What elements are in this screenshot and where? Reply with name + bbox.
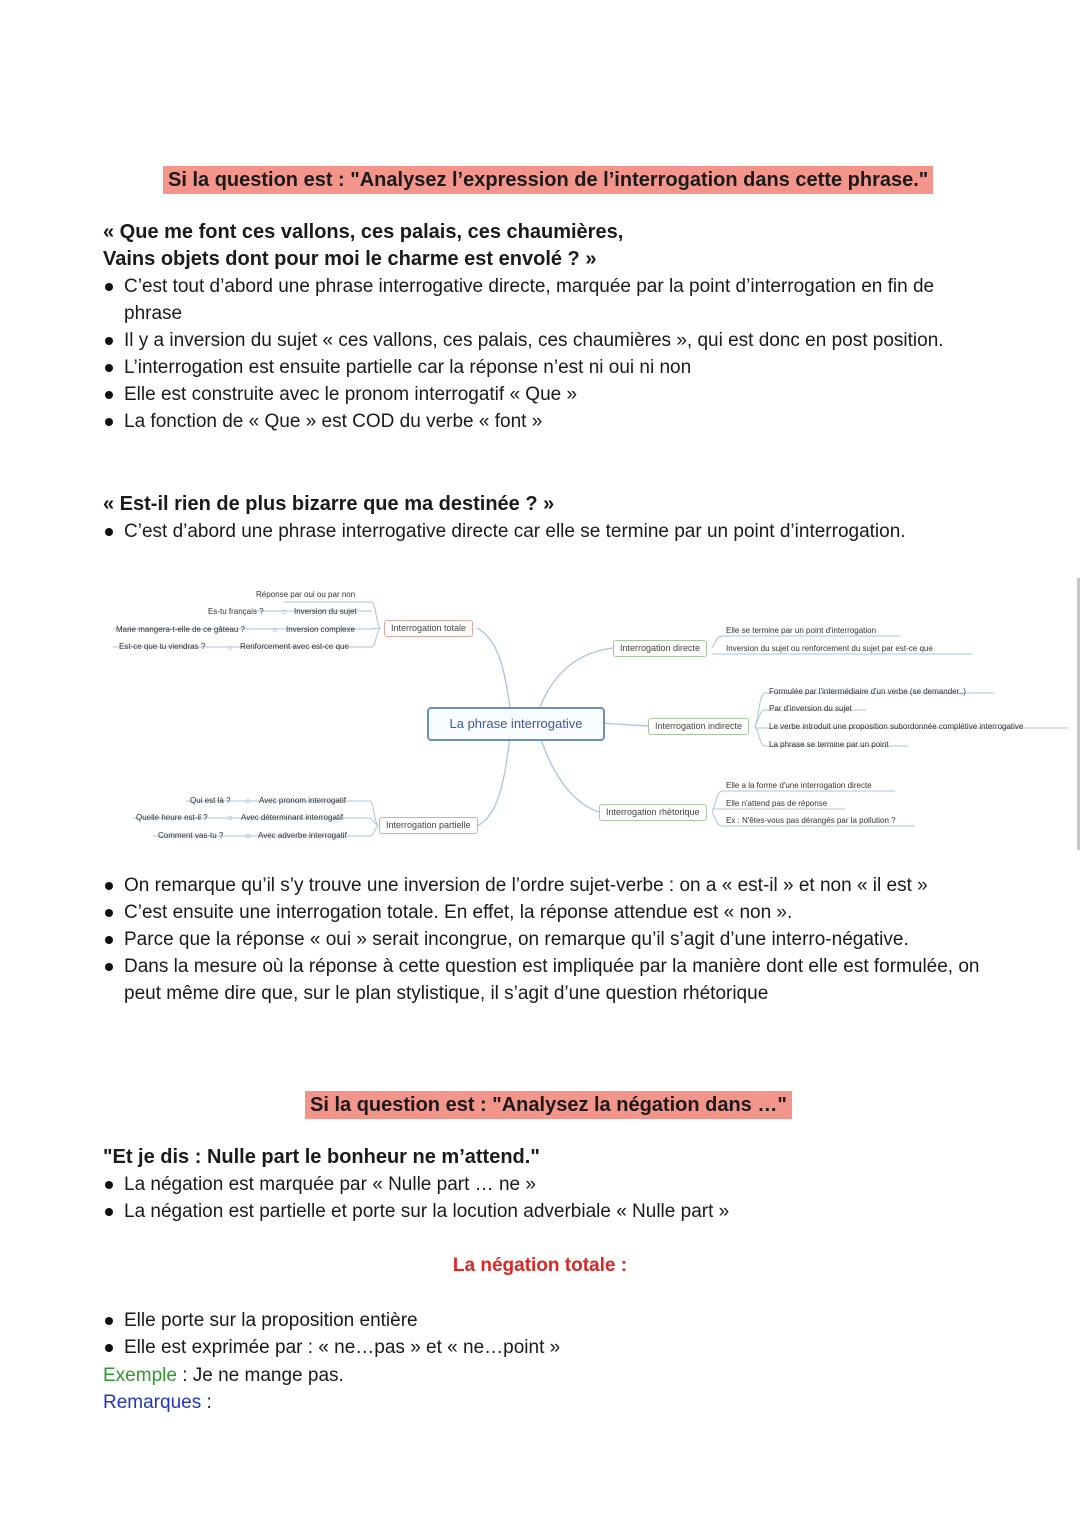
section1-bullet-list [103,273,983,435]
rhetorique-item-3: Ex : N'êtes-vous pas dérangés par la pollution ? [726,816,896,825]
totale-example-2: Marie mangera-t-elle de ce gâteau ? [116,625,245,634]
node-interrogation-directe: Interrogation directe [613,640,707,657]
partielle-desc-2: Avec déterminant interrogatif [241,813,344,822]
section1b-bullet-list [103,872,983,1007]
mind-map-center-node: La phrase interrogative [427,707,605,741]
mind-map [0,580,1080,850]
indirecte-item-4: La phrase se termine par un point [769,740,889,749]
totale-desc-2: Inversion complexe [286,625,355,634]
remarks-text: : [201,1392,212,1413]
rhetorique-item-1: Elle a la forme d'une interrogation directe [726,781,872,790]
directe-item-1: Elle se termine par un point d'interrogation [726,626,877,635]
node-interrogation-partielle: Interrogation partielle [379,817,478,834]
list-item: La négation est partielle et porte sur la locution adverbiale « Nulle part » [103,1198,983,1225]
quote-line-1: « Que me font ces vallons, ces palais, ces chaumières, [103,221,624,243]
list-item: La fonction de « Que » est COD du verbe « font » [103,408,983,435]
node-interrogation-indirecte: Interrogation indirecte [648,718,749,735]
partielle-desc-1: Avec pronom interrogatif [259,796,347,805]
example-text: : Je ne mange pas. [176,1365,344,1386]
node-interrogation-totale: Interrogation totale [384,620,473,637]
totale-example-3: Est-ce que tu viendras ? [119,642,206,651]
section2-title: Si la question est : "Analysez la négation dans …" [305,1091,792,1119]
partielle-example-3: Comment vas-tu ? [158,831,224,840]
list-item: C’est ensuite une interrogation totale. En effet, la réponse attendue est « non ». [103,899,983,926]
totale-header: Réponse par oui ou par non [256,590,356,599]
partielle-example-1: Qui est là ? [190,796,231,805]
quote-line-2: Vains objets dont pour moi le charme est envolé ? » [103,248,597,270]
rhetorique-item-2: Elle n'attend pas de réponse [726,799,828,808]
list-item: L’interrogation est ensuite partielle car la réponse n’est ni oui ni non [103,354,983,381]
quote-2: « Est-il rien de plus bizarre que ma destinée ? » [103,493,555,515]
partielle-example-2: Quelle heure est-il ? [136,813,208,822]
list-item: Il y a inversion du sujet « ces vallons, ces palais, ces chaumières », qui est donc en post position. [103,327,983,354]
totale-example-1: Es-tu français ? [208,607,264,616]
indirecte-item-2: Par d'inversion du sujet [769,704,852,713]
section2-bullet-list [103,1171,983,1225]
list-item: Parce que la réponse « oui » serait incongrue, on remarque qu’il s’agit d’une interro-négative. [103,926,983,953]
list-item: La négation est marquée par « Nulle part … ne » [103,1171,983,1198]
list-item: On remarque qu’il s’y trouve une inversion de l’ordre sujet-verbe : on a « est-il » et non « il est » [103,872,983,899]
section2-quote: "Et je dis : Nulle part le bonheur ne m’attend." [103,1146,540,1168]
list-item: C’est tout d’abord une phrase interrogative directe, marquée par la point d’interrogation en fin de phrase [103,273,983,327]
example-line [103,1362,344,1389]
indirecte-item-1: Formulée par l'intermédiaire d'un verbe (se demander..) [769,687,966,696]
totale-desc-3: Renforcement avec est-ce que [240,642,349,651]
list-item: Elle est exprimée par : « ne…pas » et « ne…point » [103,1334,983,1361]
list-item: C’est d’abord une phrase interrogative directe car elle se termine par un point d’interrogation. [103,518,983,545]
list-item: Dans la mesure où la réponse à cette question est impliquée par la manière dont elle est formulée, on peut même dire que, sur le plan stylistique, il s’agit d’une question rhétorique [103,953,983,1007]
negation-totale-heading: La négation totale : [452,1255,628,1276]
list-item: Elle porte sur la proposition entière [103,1307,983,1334]
list-item: Elle est construite avec le pronom interrogatif « Que » [103,381,983,408]
directe-item-2: Inversion du sujet ou renforcement du sujet par est-ce que [726,644,933,653]
section1-bullet-list-2 [103,518,983,545]
node-interrogation-rhetorique: Interrogation rhétorique [599,804,707,821]
remarks-label: Remarques [103,1392,202,1413]
example-label: Exemple [103,1365,177,1386]
remarks-line [103,1389,212,1416]
section2-bullet-list-2 [103,1307,983,1361]
partielle-desc-3: Avec adverbe interrogatif [258,831,347,840]
section1-title: Si la question est : "Analysez l’expression de l’interrogation dans cette phrase." [163,166,933,194]
indirecte-item-3: Le verbe introduit une proposition subordonnée complétive interrogative [769,722,1024,731]
totale-desc-1: Inversion du sujet [294,607,357,616]
